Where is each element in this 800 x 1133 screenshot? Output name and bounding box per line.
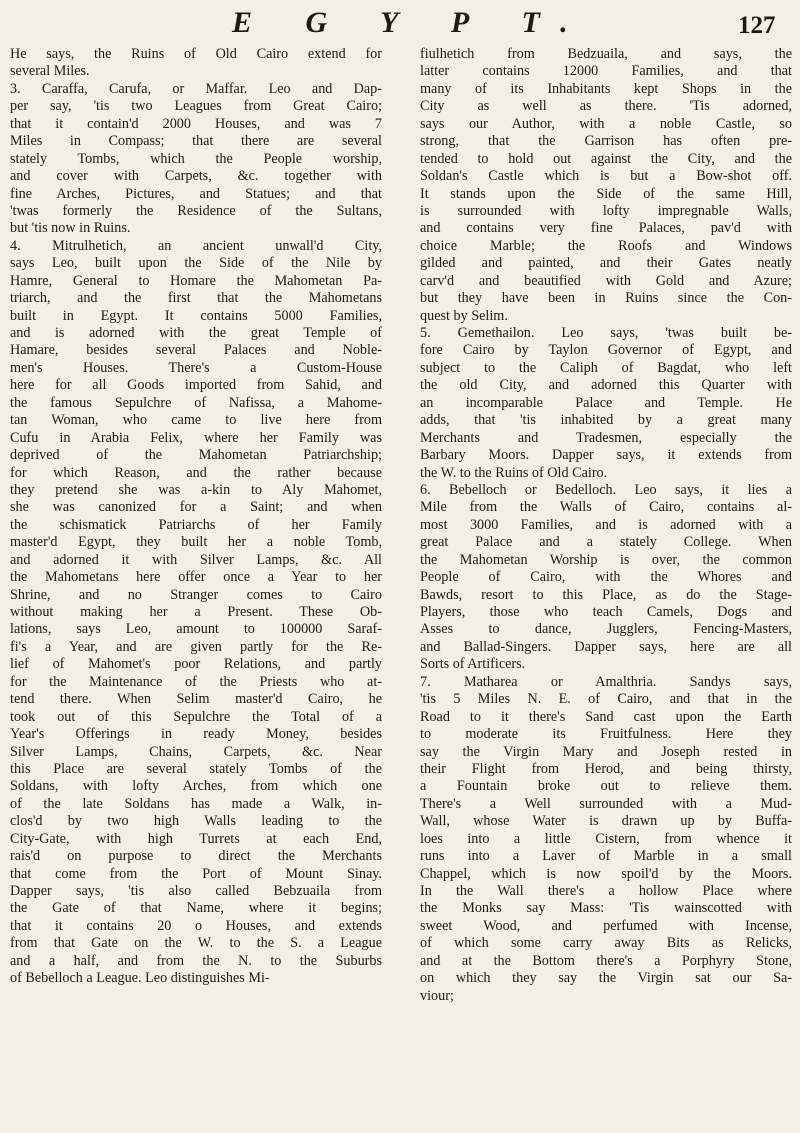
text-line: that it contains 20 o Houses, and extends bbox=[10, 917, 382, 934]
text-line: built in Egypt. It contains 5000 Families, bbox=[10, 307, 382, 324]
text-line: that it contain'd 2000 Houses, and was 7 bbox=[10, 115, 382, 132]
text-line: latter contains 12000 Families, and that bbox=[420, 63, 792, 80]
text-line: strong, that the Garrison has often pre- bbox=[420, 133, 792, 150]
text-line: took out of this Sepulchre the Total of a bbox=[10, 708, 382, 725]
text-line: and at the Bottom there's a Porphyry Stone, bbox=[420, 952, 792, 969]
text-line: but 'tis now in Ruins. bbox=[10, 220, 131, 237]
text-line: Chappel, which is now spoil'd by the Moors. bbox=[420, 865, 792, 882]
page-header bbox=[0, 6, 800, 46]
text-line: without making her a Present. These Ob- bbox=[10, 604, 382, 620]
text-line: and adorned it with Silver Lamps, &c. All bbox=[10, 551, 382, 568]
text-line: an incomparable Palace and Temple. He bbox=[420, 394, 792, 411]
text-line: Barbary Moors. Dapper says, it extends from bbox=[420, 447, 792, 464]
text-line: lations, says Leo, amount to 100000 Saraf- bbox=[10, 621, 382, 638]
text-line: runs into a Laver of Marble in a small bbox=[420, 848, 792, 865]
text-line: City-Gate, with high Turrets at each End, bbox=[10, 830, 382, 847]
text-line: 7. Matharea or Amalthria. Sandys says, bbox=[420, 673, 792, 690]
text-line: this Place are several stately Tombs of the bbox=[10, 760, 382, 777]
text-line: Mile from the Walls of Cairo, contains al- bbox=[420, 499, 792, 516]
text-line: the W. to the Ruins of Old Cairo. bbox=[420, 464, 608, 481]
text-line: fine Arches, Pictures, and Statues; and that bbox=[10, 185, 382, 202]
text-line: of which some carry away Bits as Relicks, bbox=[420, 935, 792, 952]
text-line: tend there. When Selim master'd Cairo, he bbox=[10, 691, 382, 708]
text-line: that come from the Port of Mount Sinay. bbox=[10, 865, 382, 882]
text-line: the Monks say Mass: 'Tis wainscotted with bbox=[420, 900, 792, 917]
text-line: City as well as there. 'Tis adorned, bbox=[420, 98, 792, 115]
text-line: fiulhetich from Bedzuaila, and says, the bbox=[420, 46, 792, 62]
text-line: from that Gate on the W. to the S. a League bbox=[10, 935, 382, 952]
text-line: many of its Inhabitants kept Shops in the bbox=[420, 80, 792, 97]
text-line: People of Cairo, with the Whores and bbox=[420, 569, 792, 586]
text-line: gilded and painted, and their Gates neatly bbox=[420, 255, 792, 272]
text-line: Silver Lamps, Chains, Carpets, &c. Near bbox=[10, 743, 382, 760]
text-line: 5. Gemethailon. Leo says, 'twas built be- bbox=[420, 325, 792, 341]
text-line: deprived of the Mahometan Patriarchship; bbox=[10, 447, 382, 464]
text-line: the old City, and adorned this Quarter with bbox=[420, 377, 792, 394]
text-line: great Palace and a stately College. When bbox=[420, 534, 792, 551]
right-column bbox=[420, 46, 792, 1005]
text-line: the Gate of that Name, where it begins; bbox=[10, 900, 382, 917]
text-line: 'tis 5 Miles N. E. of Cairo, and that in the bbox=[420, 691, 792, 708]
text-line: Asses to dance, Jugglers, Fencing-Masters, bbox=[420, 621, 792, 638]
text-line: for the Maintenance of the Priests who at- bbox=[10, 673, 382, 690]
text-line: tan Woman, who came to live here from bbox=[10, 412, 382, 429]
text-line: their Flight from Herod, and being thirsty, bbox=[420, 760, 792, 777]
text-line: says Leo, built upon the Side of the Nile by bbox=[10, 255, 382, 272]
text-line: on which they say the Virgin sat our Sa- bbox=[420, 970, 792, 987]
text-line: Cufu in Arabia Felix, where her Family was bbox=[10, 429, 382, 446]
text-line: triarch, and the first that the Mahometans bbox=[10, 290, 382, 307]
text-line: Road to it there's Sand cast upon the Earth bbox=[420, 708, 792, 725]
text-line: a Fountain broke out to relieve them. bbox=[420, 778, 792, 795]
text-line: but they have been in Ruins since the Con- bbox=[420, 290, 792, 307]
text-line: to moderate its Fruitfulness. Here they bbox=[420, 726, 792, 743]
text-line: tended to hold out against the City, and the bbox=[420, 150, 792, 167]
text-line: lief of Mahomet's poor Relations, and partly bbox=[10, 656, 382, 673]
text-line: Sorts of Artificers. bbox=[420, 656, 526, 673]
text-line: 4. Mitrulhetich, an ancient unwall'd City, bbox=[10, 237, 382, 254]
text-line: the schismatick Patriarchs of her Family bbox=[10, 516, 382, 533]
text-line: adds, that 'tis inhabited by a great many bbox=[420, 412, 792, 429]
text-line: quest by Selim. bbox=[420, 307, 508, 324]
text-line: Soldans, with lofty Arches, from which one bbox=[10, 778, 382, 795]
text-line: Wall, whose Water is drawn up by Buffa- bbox=[420, 813, 792, 830]
text-line: carv'd and beautified with Gold and Azure; bbox=[420, 272, 792, 289]
text-line: viour; bbox=[420, 987, 454, 1004]
text-line: for which Reason, and the rather because bbox=[10, 464, 382, 481]
text-line: and Ballad-Singers. Dapper says, here are all bbox=[420, 638, 792, 655]
text-line: choice Marble; the Roofs and Windows bbox=[420, 237, 792, 254]
text-line: There's a Well surrounded with a Mud- bbox=[420, 795, 792, 812]
text-line: say the Virgin Mary and Joseph rested in bbox=[420, 743, 792, 760]
text-line: men's Houses. There's a Custom-House bbox=[10, 359, 382, 376]
text-line: It stands upon the Side of the same Hill, bbox=[420, 185, 792, 202]
text-line: Hamre, General to Homare the Mahometan Pa- bbox=[10, 272, 382, 289]
text-line: most 3000 Families, and is adorned with a bbox=[420, 516, 792, 533]
text-line: Merchants and Tradesmen, especially the bbox=[420, 429, 792, 446]
text-line: Year's Offerings in ready Money, besides bbox=[10, 726, 382, 743]
text-line: He says, the Ruins of Old Cairo extend for bbox=[10, 46, 382, 62]
text-line: sweet Wood, and perfumed with Incense, bbox=[420, 917, 792, 934]
text-line: is surrounded with lofty impregnable Walls, bbox=[420, 202, 792, 219]
text-line: loes into a little Cistern, from whence it bbox=[420, 830, 792, 847]
text-line: says our Author, with a noble Castle, so bbox=[420, 115, 792, 132]
text-line: Bawds, resort to this Place, as do the Stage- bbox=[420, 586, 792, 603]
text-line: they pretend she was a-kin to Aly Mahomet, bbox=[10, 481, 382, 498]
text-line: here for all Goods imported from Sahid, and bbox=[10, 377, 382, 394]
text-line: she was canonized for a Saint; and when bbox=[10, 499, 382, 516]
text-line: and a half, and from the N. to the Suburbs bbox=[10, 952, 382, 969]
text-line: per say, 'tis two Leagues from Great Cairo; bbox=[10, 98, 382, 115]
text-line: several Miles. bbox=[10, 63, 90, 80]
text-line: Soldan's Castle which is but a Bow-shot off. bbox=[420, 168, 792, 185]
text-line: and cover with Carpets, &c. together with bbox=[10, 168, 382, 185]
text-line: Dapper says, 'tis also called Bebzuaila from bbox=[10, 883, 382, 899]
text-line: and contains very fine Palaces, pav'd with bbox=[420, 220, 792, 237]
text-line: master'd Egypt, they built her a noble Tomb, bbox=[10, 534, 382, 551]
text-line: Shrine, and no Stranger comes to Cairo bbox=[10, 586, 382, 603]
text-line: of the late Soldans has made a Walk, in- bbox=[10, 795, 382, 812]
text-line: fi's a Year, and are given partly for the Re- bbox=[10, 638, 382, 655]
text-line: Hamare, besides several Palaces and Noble- bbox=[10, 342, 382, 359]
text-line: stately Tombs, which the People worship, bbox=[10, 150, 382, 167]
text-line: In the Wall there's a hollow Place where bbox=[420, 883, 792, 899]
text-line: the Mahometans here offer once a Year to her bbox=[10, 569, 382, 586]
text-line: rais'd on purpose to direct the Merchants bbox=[10, 848, 382, 865]
text-line: subject to the Caliph of Bagdat, who left bbox=[420, 359, 792, 376]
text-line: 3. Caraffa, Carufa, or Maffar. Leo and Dap- bbox=[10, 80, 382, 97]
text-line: Players, those who teach Camels, Dogs and bbox=[420, 604, 792, 620]
text-line: the famous Sepulchre of Nafissa, a Mahome- bbox=[10, 394, 382, 411]
text-line: and is adorned with the great Temple of bbox=[10, 325, 382, 341]
text-line: of Bebelloch a League. Leo distinguishes Mi- bbox=[10, 970, 270, 987]
text-line: 'twas formerly the Residence of the Sultans, bbox=[10, 202, 382, 219]
running-head: E G Y P T. bbox=[232, 6, 591, 39]
left-column bbox=[10, 46, 382, 988]
text-line: fore Cairo by Taylon Governor of Egypt, and bbox=[420, 342, 792, 359]
text-line: clos'd by two high Walls leading to the bbox=[10, 813, 382, 830]
text-line: the Mahometan Worship is over, the common bbox=[420, 551, 792, 568]
text-line: 6. Bebelloch or Bedelloch. Leo says, it lies a bbox=[420, 481, 792, 498]
page-number: 127 bbox=[738, 12, 776, 39]
text-line: Miles in Compass; that there are several bbox=[10, 133, 382, 150]
